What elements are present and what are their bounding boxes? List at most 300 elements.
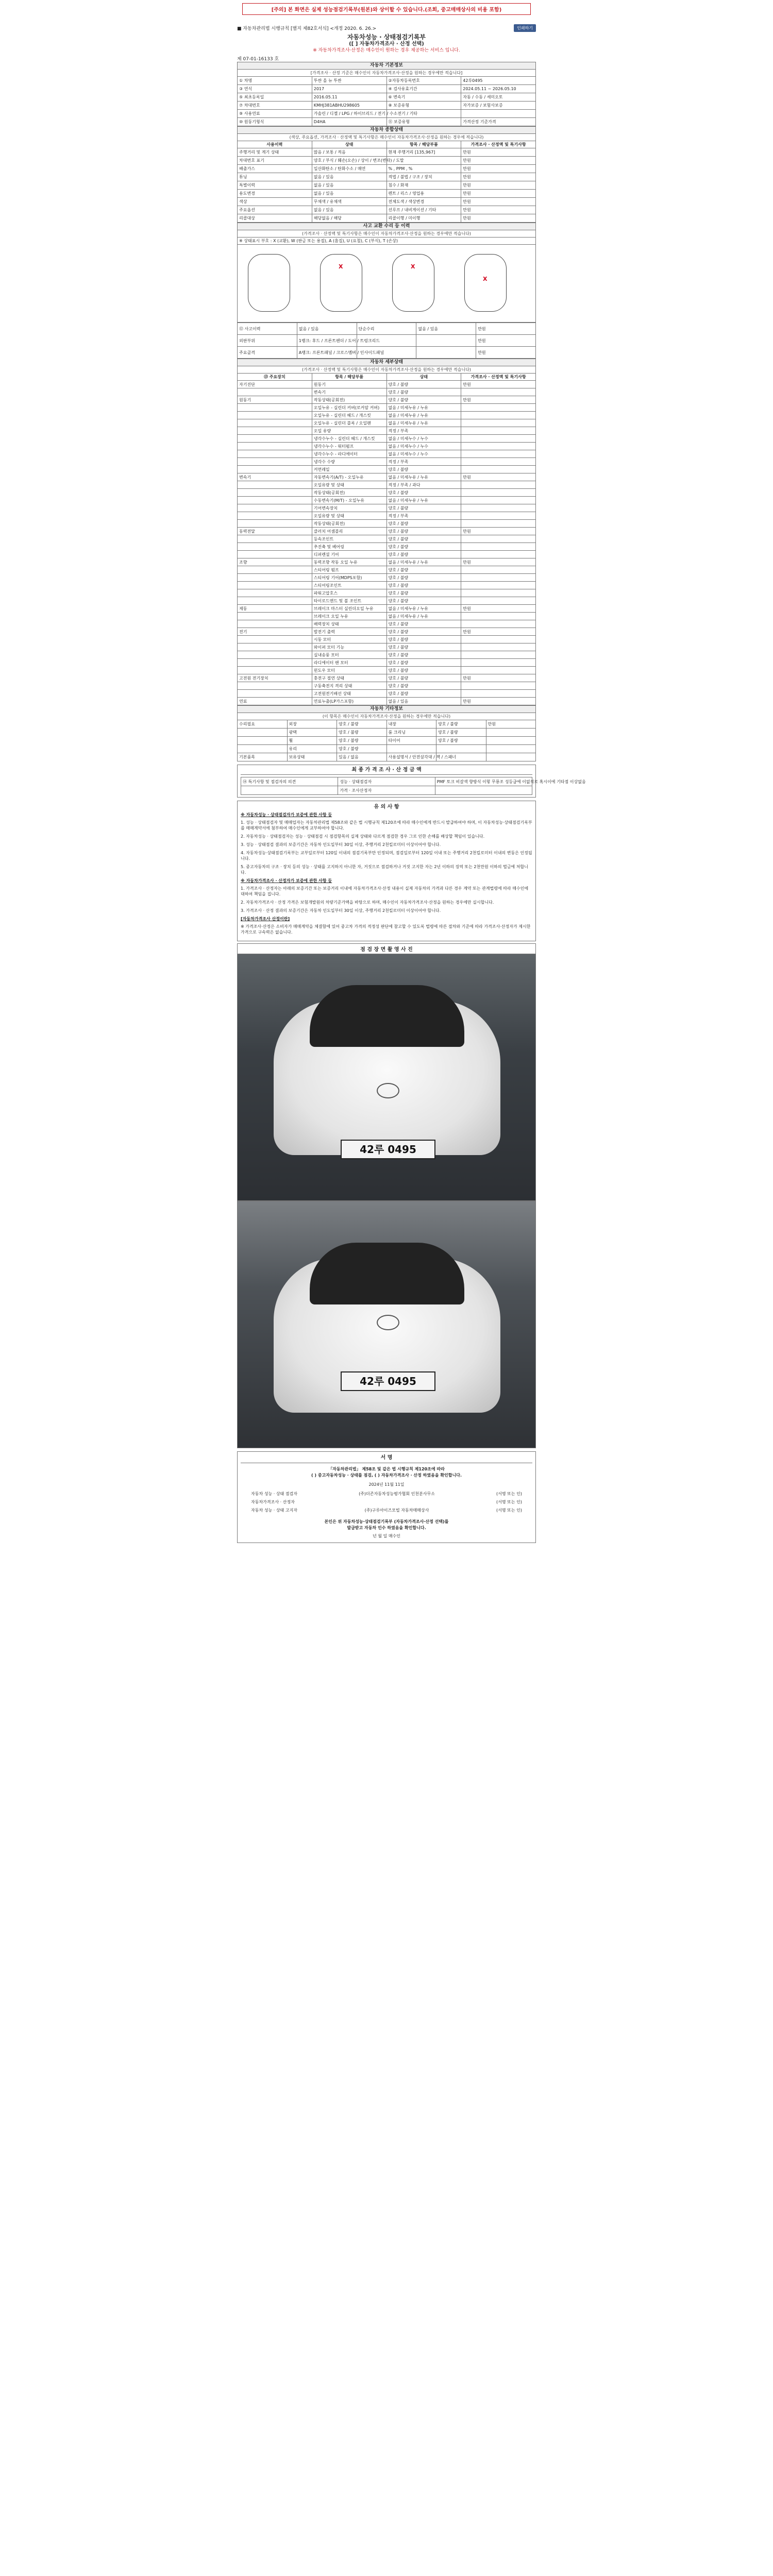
other-info-row-cell: 휠 — [287, 737, 337, 745]
general-state-row-cell: 선루프 / 내비게이션 / 기타 — [386, 206, 461, 214]
detail-state-row-cell: 양호 / 불량 — [386, 589, 461, 597]
detail-state-row — [238, 435, 536, 443]
other-info-row — [238, 720, 536, 728]
basic-info-row-cell: ⑤ 최초등록일 — [238, 93, 312, 101]
detail-state-row-cell: 없음 / 미세누수 / 누수 — [386, 443, 461, 450]
detail-state-row-cell: 오일유량 및 상태 — [312, 512, 386, 520]
column-header: 항목 / 해당부품 — [386, 141, 461, 148]
note-item: 3. 성능 · 상태점검 결과의 보증기간은 자동차 인도일부터 30일 이상, 주행거리 2천킬로미터 이상이어야 합니다. — [241, 842, 441, 847]
signature-cell: 자동차 성능 · 상태 고지자 — [251, 1508, 297, 1513]
detail-state-row-cell — [238, 597, 312, 605]
detail-state-row-cell — [461, 512, 536, 520]
detail-state-row-cell — [238, 535, 312, 543]
basic-info-row-cell — [461, 110, 536, 118]
detail-state-row-cell — [238, 450, 312, 458]
detail-state-row-cell: 원동기 — [238, 396, 312, 404]
detail-state-row-cell — [238, 504, 312, 512]
detail-state-row — [238, 566, 536, 574]
damage-mark-x: X — [483, 276, 488, 282]
detail-state-row — [238, 628, 536, 636]
general-state-row-cell: 적법 / 불법 / 구조 / 장치 — [386, 173, 461, 181]
signature-row — [251, 1499, 522, 1505]
detail-state-row — [238, 651, 536, 659]
detail-state-row-cell — [461, 466, 536, 473]
detail-state-row-cell — [461, 543, 536, 551]
detail-state-row-cell: 오일유량 및 상태 — [312, 481, 386, 489]
note-item: 4. 자동차성능·상태점검기록부는 교부일로부터 120일 이내의 점검기록부만 인정되며, 점검일로부터 120일 이내 또는 주행거리 2천킬로미터 이내의 변동은 인정됩니다. — [241, 851, 532, 861]
detail-state-row-cell: 냉각수 수량 — [312, 458, 386, 466]
general-state-row-cell: 없음 / 있음 — [312, 181, 386, 190]
basic-info-row — [238, 110, 536, 118]
other-info-body — [238, 720, 536, 761]
detail-state-row — [238, 667, 536, 674]
other-info-row-cell: 유리 — [287, 745, 337, 753]
general-state-row-cell: 용도변경 — [238, 190, 312, 198]
detail-state-row-cell: 양호 / 불량 — [386, 643, 461, 651]
detail-state-row-cell: 배력장치 상태 — [312, 620, 386, 628]
notes-title: 유 의 사 항 — [374, 804, 399, 810]
basic-info-row-cell: ⑩ 원동기형식 — [238, 118, 312, 126]
detail-state-row-cell — [238, 412, 312, 419]
detail-state-row-cell: 냉각수누수 - 라디에이터 — [312, 450, 386, 458]
general-state-row-cell: 많음 / 보통 / 적음 — [312, 148, 386, 157]
general-state-row-cell: 현재 주행거리 [135,967] — [386, 148, 461, 157]
opinion-row-cell: 가격 · 조사산정자 — [338, 786, 435, 795]
detail-state-row — [238, 682, 536, 690]
other-info-row-cell: 양호 / 불량 — [337, 720, 387, 728]
other-info-row-cell: 기본품목 — [238, 753, 288, 761]
detail-state-row — [238, 520, 536, 528]
general-state-header: 자동차 종합상태 — [238, 127, 536, 134]
vehicle-rear-photo — [237, 1201, 536, 1448]
detail-state-row-cell — [461, 566, 536, 574]
basic-info-row — [238, 93, 536, 101]
detail-state-row — [238, 419, 536, 427]
accident-detail-table — [237, 323, 536, 359]
detail-state-row-cell: 자동변속기(A/T) - 오일누유 — [312, 473, 386, 481]
signature-cell: 자동차가격조사 · 산정자 — [251, 1500, 295, 1504]
detail-state-row-cell — [461, 582, 536, 589]
detail-state-row-cell: 오일누유 - 실린더 블록 / 오일팬 — [312, 419, 386, 427]
accident-row-cell — [416, 335, 476, 347]
detail-state-row-cell: 작동상태(공회전) — [312, 520, 386, 528]
form-title: ■ 자동차관리법 시행규칙 [별지 제82호서식] <개정 2020. 6. 26.> — [237, 26, 377, 31]
detail-state-body — [238, 374, 536, 705]
detail-state-row-cell: 만원 — [461, 473, 536, 481]
print-button[interactable]: 인쇄하기 — [514, 24, 536, 32]
document-number: 제 07-01-16133 호 — [237, 57, 279, 62]
column-header: 사용이력 — [238, 141, 312, 148]
general-state-row-cell: 만원 — [461, 206, 536, 214]
detail-state-row-cell: 라디에이터 팬 모터 — [312, 659, 386, 667]
other-info-table — [237, 705, 536, 761]
detail-state-row-cell: 실내송풍 모터 — [312, 651, 386, 659]
detail-state-row — [238, 381, 536, 388]
basic-info-row-cell: ⑧ 보증유형 — [386, 101, 461, 110]
detail-state-row-cell — [238, 659, 312, 667]
other-info-row-cell: 타이어 — [386, 737, 436, 745]
notes-inspector-list — [241, 820, 532, 875]
opinion-row — [241, 777, 532, 786]
basic-info-row-cell: ②자동차등록번호 — [386, 77, 461, 85]
general-state-row-cell: 차대번호 표기 — [238, 157, 312, 165]
other-info-row-cell: 양호 / 불량 — [436, 720, 486, 728]
accident-row-cell — [416, 347, 476, 359]
detail-state-row-cell — [461, 458, 536, 466]
general-state-row-cell: 없음 / 있음 — [312, 206, 386, 214]
general-state-row-cell: 없음 / 있음 — [312, 190, 386, 198]
detail-state-row-cell: 구동축전지 격리 상태 — [312, 682, 386, 690]
other-info-row — [238, 753, 536, 761]
general-state-row-cell: 무채색 / 유채색 — [312, 198, 386, 206]
document-title: 자동차성능 · 상태점검기록부 — [347, 33, 426, 41]
detail-state-table — [237, 359, 536, 705]
general-state-row-cell: 튜닝 — [238, 173, 312, 181]
detail-state-row-cell: 양호 / 불량 — [386, 528, 461, 535]
other-info-row-cell — [486, 753, 536, 761]
buyer-confirm-2: 발급받고 자동차 인수 하였음을 확인합니다. — [347, 1526, 426, 1530]
detail-state-row-cell — [461, 450, 536, 458]
detail-state-row — [238, 574, 536, 582]
accident-row-cell: 주요골격 — [238, 347, 297, 359]
detail-state-row-cell: 스티어링 기어(MDPS포함) — [312, 574, 386, 582]
vehicle-rear-window-shape — [310, 1243, 464, 1304]
other-info-row-cell: 수리필요 — [238, 720, 288, 728]
opinion-body — [241, 777, 586, 795]
buyer-confirm-1: 본인은 위 자동차성능·상태점검기록부 (자동차가격조사·산정 선택)를 — [324, 1519, 449, 1524]
general-state-row-cell: 만원 — [461, 173, 536, 181]
note-item: 1. 성능 · 상태점검자 및 매매업자는 자동차관리법 제58조와 같은 법 시행규칙 제120조에 따라 매수인에게 반드시 발급하여야 하며, 이 자동차성능·상태점검기록부를 매매계약서에 첨부하여 매수인에게 교부하여야 합니다. — [241, 820, 532, 831]
column-header: 상태 — [312, 141, 386, 148]
other-info-row-cell — [486, 728, 536, 737]
detail-state-row-cell: 양호 / 불량 — [386, 651, 461, 659]
general-state-row-cell: 만원 — [461, 157, 536, 165]
detail-state-row-cell — [461, 481, 536, 489]
accident-legend: ※ 상태표시 부호 : X (교환), W (판금 또는 용접), A (흠집), U (요철), C (부식), T (손상) — [238, 238, 536, 245]
general-state-row — [238, 181, 536, 190]
detail-state-row-cell: 양호 / 불량 — [386, 535, 461, 543]
detail-state-row-cell — [238, 620, 312, 628]
general-state-row — [238, 157, 536, 165]
detail-state-row-cell — [238, 551, 312, 558]
signature-row — [251, 1491, 522, 1497]
detail-state-row-cell: 적정 / 부족 — [386, 458, 461, 466]
accident-row — [238, 323, 536, 335]
detail-state-row-cell: 스티어링 펌프 — [312, 566, 386, 574]
opinion-row-cell — [241, 786, 338, 795]
detail-state-row-cell: 조향 — [238, 558, 312, 566]
detail-state-row-cell: 와이퍼 모터 기능 — [312, 643, 386, 651]
other-info-row-cell — [238, 745, 288, 753]
detail-state-row — [238, 597, 536, 605]
detail-state-row-cell — [461, 643, 536, 651]
document-title-block — [237, 34, 536, 54]
opinion-row-cell: 성능 · 상태점검자 — [338, 777, 435, 786]
detail-state-row — [238, 404, 536, 412]
detail-state-row-cell: 브레이크 오일 누유 — [312, 613, 386, 620]
detail-state-row-cell: 없음 / 미세누수 / 누수 — [386, 435, 461, 443]
other-info-row-cell — [386, 745, 436, 753]
detail-state-row-cell: 양호 / 불량 — [386, 466, 461, 473]
detail-state-row — [238, 489, 536, 497]
note-item: 2. 자동차성능 · 상태점검자는 성능 · 상태점검 시 점검항목의 실제 상태와 다르게 점검한 경우 그로 인한 손해를 배상할 책임이 있습니다. — [241, 834, 485, 839]
signature-statement-2: ( ) 중고자동차성능 · 상태를 점검, ( ) 자동차가격조사 · 산정 하였음을 확인합니다. — [311, 1473, 462, 1478]
detail-state-row-cell: 파워고압호스 — [312, 589, 386, 597]
detail-state-row — [238, 466, 536, 473]
vehicle-front-photo — [237, 954, 536, 1201]
detail-state-row-cell: 없음 / 있음 — [386, 698, 461, 705]
detail-state-row-cell — [238, 489, 312, 497]
opinion-table — [241, 777, 586, 795]
other-info-row-cell — [436, 745, 486, 753]
detail-state-row-cell: 없음 / 미세누유 / 누유 — [386, 497, 461, 504]
detail-state-row — [238, 481, 536, 489]
detail-state-row — [238, 535, 536, 543]
buyer-sign-line: 년 월 일 매수인 — [373, 1534, 400, 1538]
detail-state-row-cell — [238, 566, 312, 574]
detail-state-row-cell: 시동 모터 — [312, 636, 386, 643]
general-state-subheader: (색상, 주요옵션, 가격조사 · 산정액 및 특기사항은 매수인이 자동차가격조사·산정을 원하는 경우에 적습니다) — [238, 134, 536, 141]
detail-state-row-cell: 만원 — [461, 698, 536, 705]
other-info-row-cell: 양호 / 불량 — [436, 737, 486, 745]
detail-state-row-cell — [461, 651, 536, 659]
detail-state-row-cell — [461, 551, 536, 558]
detail-state-row-cell — [238, 435, 312, 443]
detail-state-row-cell: 양호 / 불량 — [386, 682, 461, 690]
general-state-table — [237, 126, 536, 223]
detail-state-row — [238, 512, 536, 520]
inspection-record-document — [237, 0, 586, 1543]
basic-info-row-cell: 자가보증 / 보험사보증 — [461, 101, 536, 110]
general-state-body — [238, 141, 536, 223]
general-state-row-cell: 만원 — [461, 165, 536, 173]
detail-state-row-cell: 발전기 출력 — [312, 628, 386, 636]
detail-state-row-cell: 없음 / 미세누유 / 누유 — [386, 404, 461, 412]
detail-state-row — [238, 504, 536, 512]
detail-state-row-cell — [461, 535, 536, 543]
note-item: ※ 가격조사·산정은 소비자가 매매계약을 체결함에 있어 중고차 가격의 적정성 판단에 참고할 수 있도록 법령에 따른 절차와 기준에 따라 가격조사·산정자가 제시한 가격으로 구속력은 없습니다. — [241, 924, 531, 935]
detail-state-row-cell — [238, 427, 312, 435]
detail-state-row-cell: 수동변속기(M/T) - 오일누유 — [312, 497, 386, 504]
detail-state-row-cell — [461, 613, 536, 620]
basic-info-row-cell: ⑨ 사용연료 — [238, 110, 312, 118]
detail-state-row-cell: 만원 — [461, 558, 536, 566]
basic-info-row — [238, 118, 536, 126]
signature-row — [251, 1507, 522, 1514]
detail-state-row-cell — [238, 651, 312, 659]
detail-state-row-cell — [461, 636, 536, 643]
detail-state-row-cell: 동력조향 작동 오일 누유 — [312, 558, 386, 566]
detail-state-row-cell: 고전원 전기장치 — [238, 674, 312, 682]
other-info-row-cell: 있음 / 없음 — [337, 753, 387, 761]
column-header: 가격조사 · 산정액 및 특기사항 — [461, 141, 536, 148]
detail-state-row-cell: 양호 / 불량 — [386, 489, 461, 497]
notes-head-appraisal-def: [자동차가격조사 산정이란] — [241, 917, 290, 921]
detail-state-row-cell: 적정 / 부족 — [386, 427, 461, 435]
other-info-header: 자동차 기타정보 — [238, 706, 536, 713]
detail-state-row-cell — [238, 388, 312, 396]
basic-info-row-cell: 자동 / 수동 / 세미오토 — [461, 93, 536, 101]
other-info-row-cell — [486, 745, 536, 753]
other-info-row — [238, 728, 536, 737]
basic-info-row-cell: 투싼 올 뉴 투싼 — [312, 77, 386, 85]
detail-state-row-cell: 양호 / 불량 — [386, 597, 461, 605]
detail-state-row — [238, 528, 536, 535]
basic-info-row-cell: 가솔린 / 디젤 / LPG / 하이브리드 / 전기 / 수소전기 / 기타 — [312, 110, 386, 118]
general-state-row — [238, 206, 536, 214]
detail-state-row-cell — [461, 620, 536, 628]
detail-state-row-cell: 없음 / 미세누유 / 누유 — [386, 605, 461, 613]
general-state-row-cell: 리콜이행 / 미이행 — [386, 214, 461, 223]
signature-cell: (서명 또는 인) — [496, 1508, 522, 1513]
detail-state-row-cell: 충전구 절연 상태 — [312, 674, 386, 682]
detail-state-row-cell: 만원 — [461, 381, 536, 388]
basic-info-row — [238, 101, 536, 110]
detail-state-row — [238, 605, 536, 613]
notes-head-appraiser: ※ 자동차가격조사 · 산정자가 보증에 관한 사항 등 — [241, 878, 332, 883]
detail-state-row-cell — [461, 404, 536, 412]
detail-state-row-cell: 기어변속장치 — [312, 504, 386, 512]
signature-header: 서 명 — [241, 1455, 532, 1463]
basic-info-row — [238, 85, 536, 93]
detail-state-row — [238, 443, 536, 450]
detail-state-row — [238, 396, 536, 404]
document-note: ※ 자동차가격조사·산정은 매수인이 원하는 경우 제공하는 서비스 입니다. — [313, 48, 460, 53]
detail-state-row-cell: 연료누출(LP가스포함) — [312, 698, 386, 705]
detail-state-row-cell — [238, 613, 312, 620]
accident-detail-body — [238, 323, 536, 359]
car-side-left-outline — [248, 254, 290, 312]
detail-state-row-cell — [461, 412, 536, 419]
detail-state-row-cell: 변속기 — [238, 473, 312, 481]
other-info-row-cell: 양호 / 불량 — [337, 728, 387, 737]
other-info-row-cell: 사용설명서 / 안전삼각대 / 잭 / 스패너 — [386, 753, 436, 761]
general-state-row-cell: 양호 / 부식 / 훼손(오손) / 상이 / 변조(변타) / 도말 — [312, 157, 386, 165]
disclaimer-notice: [주의] 본 화면은 실제 성능점검기록부(원본)와 상이할 수 있습니다.(조회, 중고매매상사의 비용 포함) — [242, 3, 531, 15]
notes-section — [237, 801, 536, 941]
other-info-row — [238, 745, 536, 753]
detail-state-row-cell: 없음 / 미세누유 / 누유 — [386, 412, 461, 419]
detail-state-row-cell: 연료 — [238, 698, 312, 705]
detail-state-row-cell: 양호 / 불량 — [386, 620, 461, 628]
detail-state-row-cell: 양호 / 불량 — [386, 551, 461, 558]
basic-info-header: 자동차 기본정보 — [238, 62, 536, 70]
opinion-header: 최 종 가 격 조 사 · 산 정 금 액 — [241, 767, 532, 775]
detail-state-row — [238, 558, 536, 566]
detail-state-row-cell: 원동기 — [312, 381, 386, 388]
detail-state-row-cell: 등속조인트 — [312, 535, 386, 543]
detail-state-row-cell — [238, 667, 312, 674]
basic-info-row-cell: 2017 — [312, 85, 386, 93]
detail-state-row-cell: 변속기 — [312, 388, 386, 396]
note-item: 2. 자동차가격조사 · 산정 가격은 보험개발원의 차량기준가액을 바탕으로 하며, 매수인이 자동차가격조사·산정을 원하는 경우에만 실시합니다. — [241, 900, 494, 905]
detail-state-row-cell — [238, 520, 312, 528]
detail-state-row-cell — [238, 643, 312, 651]
accident-history-subheader: (가격조사 · 산정액 및 특기사항은 매수인이 자동차가격조사·산정을 원하는 경우에만 적습니다) — [238, 230, 536, 238]
detail-state-row — [238, 543, 536, 551]
signature-rows — [241, 1491, 532, 1514]
detail-state-row-cell — [461, 667, 536, 674]
detail-state-row-cell: 양호 / 불량 — [386, 636, 461, 643]
detail-state-row-cell — [461, 504, 536, 512]
detail-state-row-cell: 타이로드엔드 및 볼 조인트 — [312, 597, 386, 605]
signature-cell: (주)더존자동차성능평가협회 인천분사무소 — [359, 1492, 435, 1496]
opinion-row — [241, 786, 532, 795]
detail-state-row-cell — [461, 443, 536, 450]
general-state-row-cell: 만원 — [461, 190, 536, 198]
note-item: 3. 가격조사 · 산정 결과의 보증기간은 자동차 인도일부터 30일 이상, 주행거리 2천킬로미터 이상이어야 합니다. — [241, 908, 441, 913]
signature-cell: (주)구루아이즈모빌 자동차매매상사 — [364, 1508, 429, 1513]
other-info-row-cell — [238, 737, 288, 745]
column-header: ⑬ 주요장치 — [238, 374, 312, 381]
other-info-row-cell — [238, 728, 288, 737]
general-state-row — [238, 165, 536, 173]
notes-appraisal-def-list — [241, 924, 532, 935]
detail-state-row-cell: 오일누유 - 실린더 커버(로커암 커버) — [312, 404, 386, 412]
detail-state-row-cell: 클러치 어셈블리 — [312, 528, 386, 535]
basic-info-row-cell: 42루0495 — [461, 77, 536, 85]
other-info-row-cell: 광택 — [287, 728, 337, 737]
detail-state-row-cell: 작동상태(공회전) — [312, 396, 386, 404]
inspector-opinion-section — [237, 765, 586, 798]
detail-state-row-cell: 만원 — [461, 528, 536, 535]
basic-info-row-cell: ⑪ 보증유형 — [386, 118, 461, 126]
basic-info-row-cell: ① 차명 — [238, 77, 312, 85]
accident-row — [238, 335, 536, 347]
general-state-row-cell: 색상 — [238, 198, 312, 206]
detail-state-row-cell — [238, 466, 312, 473]
accident-row-cell: 만원 — [476, 323, 536, 335]
other-info-row-cell: 내장 — [386, 720, 436, 728]
detail-state-row-cell: 양호 / 불량 — [386, 667, 461, 674]
other-info-row-cell: 보유상태 — [287, 753, 337, 761]
signature-cell: (서명 또는 인) — [496, 1500, 522, 1504]
signature-section — [237, 1451, 536, 1543]
detail-state-row-cell: 만원 — [461, 605, 536, 613]
detail-state-row-cell — [461, 520, 536, 528]
general-state-row-cell: 특별이력 — [238, 181, 312, 190]
opinion-row-cell: PMF 토크 비갈색 향방식 이렇 무룡조 성등급에 이없적로 혹시이에 기타점 이상없음 — [435, 777, 532, 786]
detail-state-row-cell: 없음 / 미세누유 / 누유 — [386, 558, 461, 566]
general-state-row-cell: 만원 — [461, 198, 536, 206]
accident-row-cell: ⑫ 사고이력 — [238, 323, 297, 335]
vehicle-windshield-shape — [310, 985, 464, 1047]
damage-diagram — [237, 245, 536, 323]
detail-state-row-cell: 만원 — [461, 628, 536, 636]
detail-state-row-cell — [461, 489, 536, 497]
detail-state-row-cell: 없음 / 미세누유 / 누유 — [386, 419, 461, 427]
detail-state-row — [238, 551, 536, 558]
detail-state-row-cell: 오일누유 - 실린더 헤드 / 개스킷 — [312, 412, 386, 419]
detail-state-row-cell — [461, 682, 536, 690]
detail-state-row — [238, 620, 536, 628]
damage-mark-x: X — [411, 263, 415, 270]
detail-state-row-cell: 고전원전기배선 상태 — [312, 690, 386, 698]
car-top-rear-outline — [392, 254, 434, 312]
signature-cell: 자동차 성능 · 상태 점검자 — [251, 1492, 297, 1496]
car-top-front-outline — [320, 254, 362, 312]
detail-state-row-cell: 양호 / 불량 — [386, 520, 461, 528]
detail-state-row-cell — [238, 481, 312, 489]
detail-state-row-cell: 양호 / 불량 — [386, 566, 461, 574]
detail-state-row-cell — [461, 597, 536, 605]
damage-mark-x: X — [339, 263, 343, 270]
basic-info-row-cell: 2016.05.11 — [312, 93, 386, 101]
column-header: 상태 — [386, 374, 461, 381]
detail-state-row — [238, 497, 536, 504]
detail-state-row — [238, 659, 536, 667]
general-state-row-cell: 주행거리 및 계기 상태 — [238, 148, 312, 157]
